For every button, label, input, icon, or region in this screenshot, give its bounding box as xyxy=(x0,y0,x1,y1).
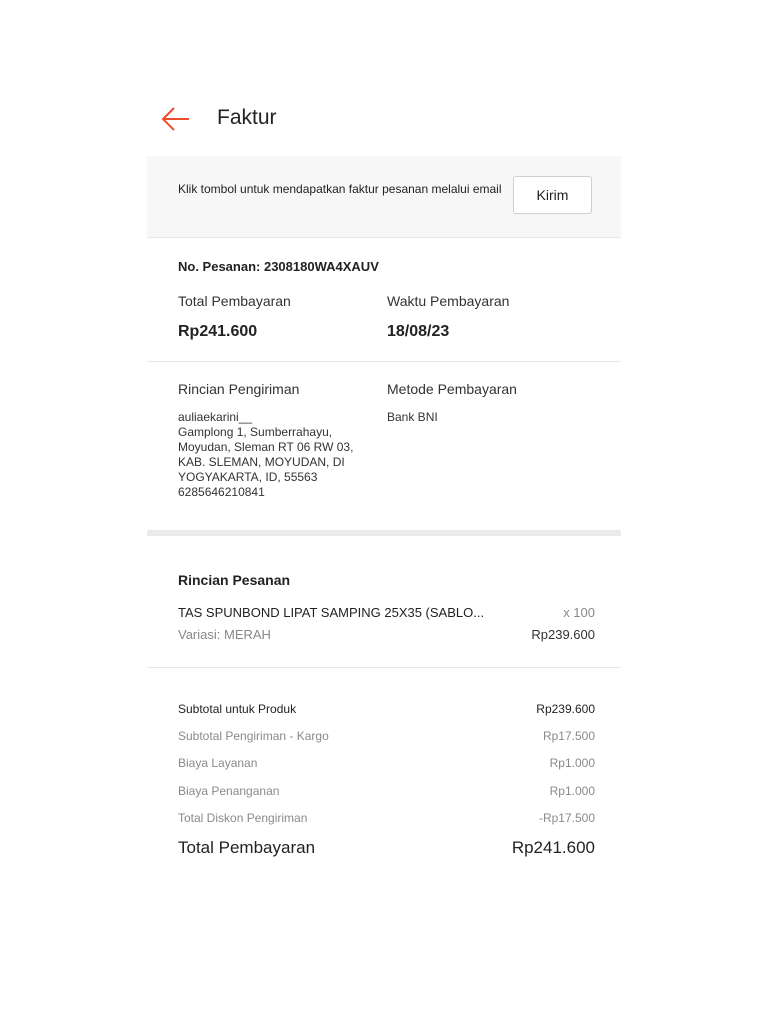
arrow-left-icon xyxy=(160,104,190,134)
product-variant: Variasi: MERAH xyxy=(178,627,271,642)
order-details-title: Rincian Pesanan xyxy=(178,572,291,588)
divider xyxy=(147,361,621,362)
summary-label-product-subtotal: Subtotal untuk Produk xyxy=(178,702,297,716)
payment-time-label: Waktu Pembayaran xyxy=(387,293,510,309)
email-invoice-banner xyxy=(147,156,621,238)
divider xyxy=(147,667,621,668)
shipping-details-label: Rincian Pengiriman xyxy=(178,381,300,397)
section-divider xyxy=(147,530,621,536)
shipping-address xyxy=(178,410,358,500)
summary-value-shipping-discount: -Rp17.500 xyxy=(538,811,595,825)
summary-label-shipping-discount: Total Diskon Pengiriman xyxy=(178,811,308,825)
back-button[interactable] xyxy=(160,104,196,136)
product-price: Rp239.600 xyxy=(531,627,595,642)
payment-method-label: Metode Pembayaran xyxy=(387,381,517,397)
payment-method-value: Bank BNI xyxy=(387,410,438,424)
address-line: 6285646210841 xyxy=(178,485,265,499)
order-number: No. Pesanan: 2308180WA4XAUV xyxy=(178,259,379,274)
summary-value-shipping-subtotal: Rp17.500 xyxy=(542,729,595,743)
summary-value-product-subtotal: Rp239.600 xyxy=(536,702,595,716)
summary-label-handling-fee: Biaya Penanganan xyxy=(178,784,280,798)
summary-label-service-fee: Biaya Layanan xyxy=(178,756,258,770)
address-line: Moyudan, Sleman RT 06 RW 03, xyxy=(178,440,354,454)
total-payment-value: Rp241.600 xyxy=(178,323,258,340)
banner-text: Klik tombol untuk mendapatkan faktur pesanan melalui email xyxy=(178,182,502,196)
summary-value-handling-fee: Rp1.000 xyxy=(549,784,595,798)
product-quantity: x 100 xyxy=(563,605,595,620)
payment-time-value: 18/08/23 xyxy=(387,323,450,340)
address-line: KAB. SLEMAN, MOYUDAN, DI xyxy=(178,455,345,469)
summary-label-shipping-subtotal: Subtotal Pengiriman - Kargo xyxy=(178,729,329,743)
total-payment-label: Total Pembayaran xyxy=(178,293,291,309)
send-button[interactable]: Kirim xyxy=(513,176,592,214)
summary-value-service-fee: Rp1.000 xyxy=(549,756,595,770)
page-title: Faktur xyxy=(217,106,277,129)
address-line: Gamplong 1, Sumberrahayu, xyxy=(178,425,333,439)
address-line: YOGYAKARTA, ID, 55563 xyxy=(178,470,318,484)
grand-total-value: Rp241.600 xyxy=(511,838,595,857)
product-name: TAS SPUNBOND LIPAT SAMPING 25X35 (SABLO... xyxy=(178,605,485,620)
address-line: auliaekarini__ xyxy=(178,410,253,424)
grand-total-label: Total Pembayaran xyxy=(178,838,316,857)
